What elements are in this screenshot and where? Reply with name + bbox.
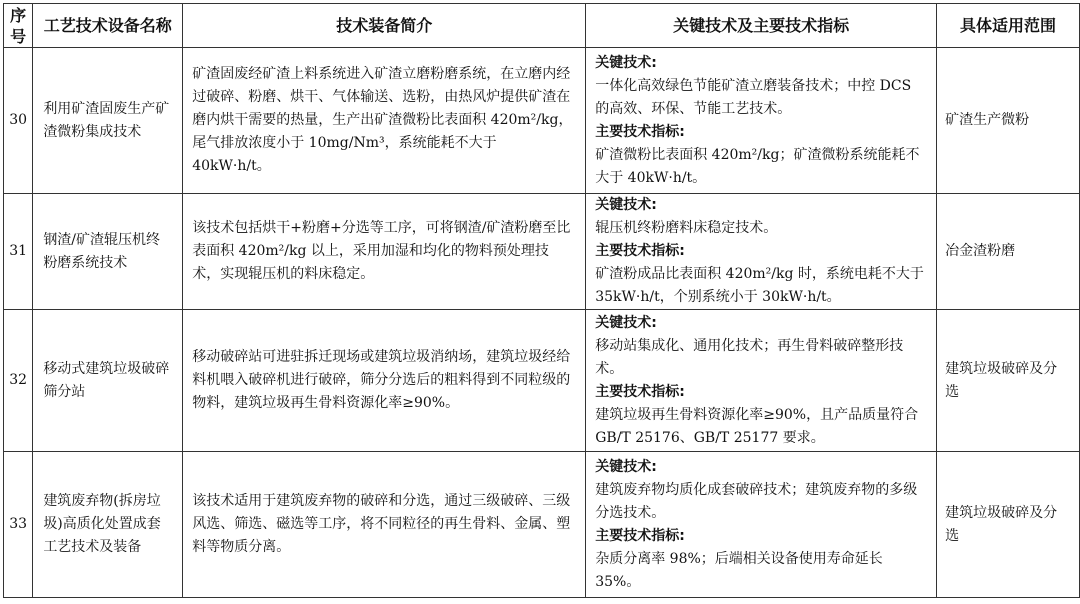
key-technology-text: 一体化高效绿色节能矿渣立磨装备技术；中控 DCS 的高效、环保、节能工艺技术。 (595, 77, 912, 117)
table-row (4, 310, 1080, 452)
technology-description: 矿渣固废经矿渣上料系统进入矿渣立磨粉磨系统，在立磨内经过破碎、粉磨、烘干、气体输送、选粉，由热风炉提供矿渣在磨内烘干需要的热量，生产出矿渣微粉比表面积 420m²/kg，尾气排放浓度小于 10mg/Nm³，系统能耗不大于 40kW·h/t。 (183, 48, 586, 194)
header-name: 工艺技术设备名称 (33, 4, 183, 48)
main-index-text: 矿渣微粉比表面积 420m²/kg；矿渣微粉系统能耗不大于 40kW·h/t。 (595, 146, 920, 186)
main-index-text: 矿渣粉成品比表面积 420m²/kg 时，系统电耗不大于 35kW·h/t，个别系统小于 30kW·h/t。 (595, 266, 924, 305)
application-scope: 建筑垃圾破碎及分选 (937, 452, 1080, 598)
key-technology-label: 关键技术: (595, 458, 657, 475)
application-scope: 冶金渣粉磨 (937, 194, 1080, 310)
key-technology-text: 建筑废弃物均质化成套破碎技术；建筑废弃物的多级分选技术。 (595, 481, 918, 521)
row-number: 30 (4, 48, 33, 194)
key-technology-label: 关键技术: (595, 197, 657, 213)
application-scope: 建筑垃圾破碎及分选 (937, 310, 1080, 452)
technology-description: 移动破碎站可进驻拆迁现场或建筑垃圾消纳场，建筑垃圾经给料机喂入破碎机进行破碎，筛分分选后的粗料得到不同粒级的物料，建筑垃圾再生骨料资源化率≥90%。 (183, 310, 586, 452)
technology-description: 该技术包括烘干+粉磨+分选等工序，可将钢渣/矿渣粉磨至比表面积 420m²/kg 以上，采用加湿和均化的物料预处理技术，实现辊压机的料床稳定。 (183, 194, 586, 310)
technology-name: 利用矿渣固废生产矿渣微粉集成技术 (33, 48, 183, 194)
header-scope: 具体适用范围 (937, 4, 1080, 48)
key-technology-cell (586, 310, 937, 452)
header-no: 序号 (4, 4, 33, 48)
main-index-label: 主要技术指标: (595, 383, 685, 400)
row-number: 32 (4, 310, 33, 452)
technology-description: 该技术适用于建筑废弃物的破碎和分选，通过三级破碎、三级风选、筛选、磁选等工序，将不同粒径的再生骨料、金属、塑料等物质分离。 (183, 452, 586, 598)
technology-table (3, 3, 1080, 598)
main-index-text: 杂质分离率 98%；后端相关设备使用寿命延长 35%。 (595, 550, 883, 590)
main-index-label: 主要技术指标: (595, 243, 685, 259)
table-row (4, 194, 1080, 310)
table-header-row (4, 4, 1080, 48)
main-index-text: 建筑垃圾再生骨料资源化率≥90%，且产品质量符合 GB/T 25176、GB/T 25177 要求。 (595, 406, 919, 446)
main-index-label: 主要技术指标: (595, 527, 685, 544)
header-desc: 技术装备简介 (183, 4, 586, 48)
key-technology-cell (586, 48, 937, 194)
key-technology-label: 关键技术: (595, 314, 657, 331)
key-technology-text: 辊压机终粉磨料床稳定技术。 (595, 220, 778, 236)
table-row (4, 48, 1080, 194)
row-number: 33 (4, 452, 33, 598)
key-technology-label: 关键技术: (595, 54, 657, 71)
key-technology-cell (586, 194, 937, 310)
key-technology-text: 移动站集成化、通用化技术；再生骨料破碎整形技术。 (595, 337, 904, 377)
header-key: 关键技术及主要技术指标 (586, 4, 937, 48)
key-technology-cell (586, 452, 937, 598)
table-row (4, 452, 1080, 598)
technology-name: 移动式建筑垃圾破碎筛分站 (33, 310, 183, 452)
technology-name: 钢渣/矿渣辊压机终粉磨系统技术 (33, 194, 183, 310)
main-index-label: 主要技术指标: (595, 123, 685, 140)
technology-name: 建筑废弃物(拆房垃圾)高质化处置成套工艺技术及装备 (33, 452, 183, 598)
row-number: 31 (4, 194, 33, 310)
application-scope: 矿渣生产微粉 (937, 48, 1080, 194)
